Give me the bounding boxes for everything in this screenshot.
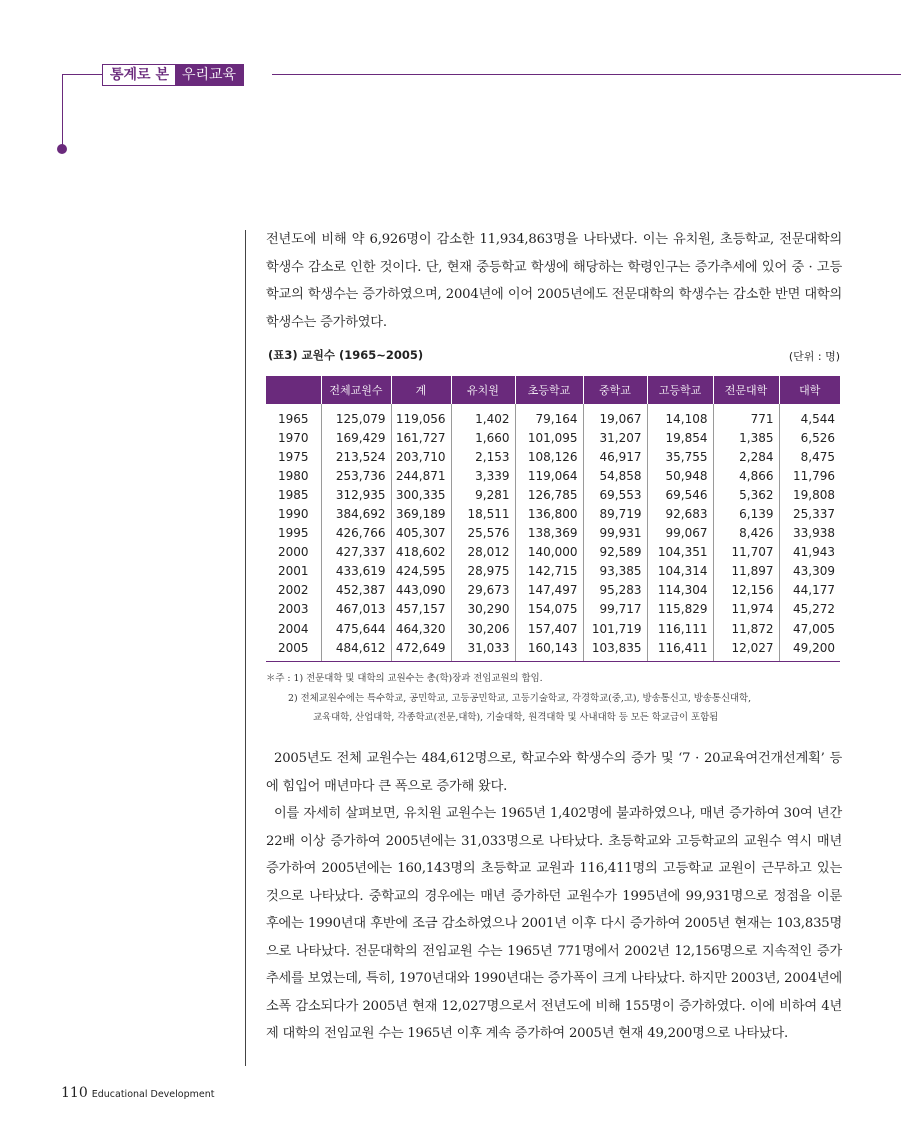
- value-cell: 8,426: [713, 524, 779, 543]
- table-caption: (표3) 교원수 (1965~2005): [268, 348, 424, 362]
- header-rule-vertical: [62, 74, 63, 150]
- table-header-row: [266, 376, 840, 404]
- value-cell: 19,808: [779, 485, 840, 504]
- year-cell: 2004: [277, 621, 309, 636]
- value-cell: 44,177: [779, 581, 840, 600]
- value-cell: 11,796: [779, 466, 840, 485]
- value-cell: 169,429: [321, 428, 391, 447]
- value-cell: 54,858: [583, 466, 647, 485]
- value-cell: 427,337: [321, 543, 391, 562]
- table-row: [266, 600, 840, 619]
- table-row: [266, 619, 840, 638]
- value-cell: 103,835: [583, 638, 647, 661]
- table-row: [266, 543, 840, 562]
- value-cell: 30,206: [451, 619, 515, 638]
- value-cell: 104,314: [647, 562, 713, 581]
- value-cell: 11,872: [713, 619, 779, 638]
- value-cell: 99,067: [647, 524, 713, 543]
- value-cell: 8,475: [779, 447, 840, 466]
- value-cell: 475,644: [321, 619, 391, 638]
- value-cell: 253,736: [321, 466, 391, 485]
- value-cell: 140,000: [515, 543, 583, 562]
- value-cell: 433,619: [321, 562, 391, 581]
- value-cell: 300,335: [391, 485, 451, 504]
- year-cell: 1975: [277, 449, 309, 464]
- table-header-cell: 전체교원수: [321, 376, 391, 404]
- year-cell: 2005: [277, 640, 309, 655]
- value-cell: 19,067: [583, 404, 647, 428]
- value-cell: 47,005: [779, 619, 840, 638]
- value-cell: 147,497: [515, 581, 583, 600]
- year-cell: 1965: [277, 411, 309, 426]
- value-cell: 101,095: [515, 428, 583, 447]
- value-cell: 472,649: [391, 638, 451, 661]
- value-cell: 11,897: [713, 562, 779, 581]
- value-cell: 28,012: [451, 543, 515, 562]
- value-cell: 99,717: [583, 600, 647, 619]
- value-cell: 119,056: [391, 404, 451, 428]
- value-cell: 138,369: [515, 524, 583, 543]
- value-cell: 9,281: [451, 485, 515, 504]
- value-cell: 50,948: [647, 466, 713, 485]
- value-cell: 160,143: [515, 638, 583, 661]
- page-footer: [61, 1085, 214, 1101]
- value-cell: 467,013: [321, 600, 391, 619]
- paragraph-total: 2005년도 전체 교원수는 484,612명으로, 학교수와 학생수의 증가 및 ‘7 · 20교육여건개선계획’ 등에 힘입어 매년마다 큰 폭으로 증가해 왔다.: [266, 751, 842, 794]
- table-row: [266, 524, 840, 543]
- value-cell: 35,755: [647, 447, 713, 466]
- value-cell: 119,064: [515, 466, 583, 485]
- value-cell: 46,917: [583, 447, 647, 466]
- value-cell: 452,387: [321, 581, 391, 600]
- value-cell: 161,727: [391, 428, 451, 447]
- value-cell: 99,931: [583, 524, 647, 543]
- year-cell: 2002: [277, 583, 309, 598]
- section-label-part2: 우리교육: [175, 65, 243, 85]
- value-cell: 6,139: [713, 504, 779, 523]
- value-cell: 116,411: [647, 638, 713, 661]
- value-cell: 125,079: [321, 404, 391, 428]
- table-row: [266, 404, 840, 428]
- year-cell: 1995: [277, 526, 309, 541]
- table-row: [266, 638, 840, 661]
- year-cell: 2001: [277, 564, 309, 579]
- note-2: 2) 전체교원수에는 특수학교, 공민학교, 고등공민학교, 고등기술학교, 각경학교(중,고), 방송통신고, 방송통신대학,: [288, 692, 752, 704]
- value-cell: 116,111: [647, 619, 713, 638]
- value-cell: 104,351: [647, 543, 713, 562]
- header-rule-right: [272, 74, 901, 75]
- table-row: [266, 581, 840, 600]
- value-cell: 93,385: [583, 562, 647, 581]
- value-cell: 136,800: [515, 504, 583, 523]
- table-body: [266, 404, 840, 661]
- value-cell: 3,339: [451, 466, 515, 485]
- value-cell: 4,544: [779, 404, 840, 428]
- value-cell: 244,871: [391, 466, 451, 485]
- value-cell: 11,707: [713, 543, 779, 562]
- table-header-cell: 중학교: [583, 376, 647, 404]
- table-header-cell: 대학: [779, 376, 840, 404]
- value-cell: 154,075: [515, 600, 583, 619]
- value-cell: 1,660: [451, 428, 515, 447]
- value-cell: 369,189: [391, 504, 451, 523]
- value-cell: 49,200: [779, 638, 840, 661]
- value-cell: 11,974: [713, 600, 779, 619]
- value-cell: 2,153: [451, 447, 515, 466]
- note-2-cont: 교육대학, 산업대학, 각종학교(전문,대학), 기술대학, 원격대학 및 사내대학 등 모든 학교급이 포함됨: [313, 712, 719, 723]
- value-cell: 114,304: [647, 581, 713, 600]
- value-cell: 424,595: [391, 562, 451, 581]
- value-cell: 69,546: [647, 485, 713, 504]
- value-cell: 1,402: [451, 404, 515, 428]
- value-cell: 28,975: [451, 562, 515, 581]
- value-cell: 29,673: [451, 581, 515, 600]
- value-cell: 771: [713, 404, 779, 428]
- value-cell: 213,524: [321, 447, 391, 466]
- section-label: [102, 64, 244, 86]
- year-cell: 1970: [277, 430, 309, 445]
- value-cell: 157,407: [515, 619, 583, 638]
- value-cell: 18,511: [451, 504, 515, 523]
- page-number: 110: [61, 1085, 88, 1101]
- value-cell: 115,829: [647, 600, 713, 619]
- year-cell: 1990: [277, 507, 309, 522]
- table-row: [266, 447, 840, 466]
- value-cell: 31,033: [451, 638, 515, 661]
- value-cell: 12,027: [713, 638, 779, 661]
- value-cell: 95,283: [583, 581, 647, 600]
- year-cell: 2003: [277, 602, 309, 617]
- table-notes: [266, 669, 866, 728]
- value-cell: 464,320: [391, 619, 451, 638]
- value-cell: 19,854: [647, 428, 713, 447]
- header-rule-left: [62, 74, 102, 75]
- value-cell: 69,553: [583, 485, 647, 504]
- table-unit: (단위 : 명): [788, 350, 840, 363]
- value-cell: 33,938: [779, 524, 840, 543]
- table-bottom-rule: [266, 661, 840, 662]
- column-bar: [245, 230, 246, 1066]
- value-cell: 457,157: [391, 600, 451, 619]
- value-cell: 25,337: [779, 504, 840, 523]
- table-header-cell: 유치원: [451, 376, 515, 404]
- value-cell: 79,164: [515, 404, 583, 428]
- value-cell: 45,272: [779, 600, 840, 619]
- table-row: [266, 428, 840, 447]
- year-cell: 1980: [277, 468, 309, 483]
- table-header-cell: 초등학교: [515, 376, 583, 404]
- value-cell: 108,126: [515, 447, 583, 466]
- value-cell: 418,602: [391, 543, 451, 562]
- table-header-cell: [266, 376, 321, 404]
- table-row: [266, 466, 840, 485]
- value-cell: 312,935: [321, 485, 391, 504]
- value-cell: 443,090: [391, 581, 451, 600]
- value-cell: 6,526: [779, 428, 840, 447]
- paragraph-detail: 이를 자세히 살펴보면, 유치원 교원수는 1965년 1,402명에 불과하였으나, 매년 증가하여 30여 년간 22배 이상 증가하여 2005년에는 31,033명으로 나타났다. 초등학교와 고등학교의 교원수 역시 매년 증가하여 2005년에는 160,143명의 초등학교 교원과 116,411명의 고등학교 교원이 근무하고 있는 것으로 나타났다. 중학교의 경우에는 매년 증가하던 교원수가 1995년에 99,931명으로 정점을 이룬 후에는 1990년대 후반에 조금 감소하였으나 2001년 이후 다시 증가하여 2005년 현재는 103,835명으로 나타났다. 전문대학의 전임교원 수는 1965년 771명에서 2002년 12,156명으로 지속적인 증가 추세를 보였는데, 특히, 1970년대와 1990년대는 증가폭이 크게 나타났다. 하지만 2003년, 2004년에 소폭 감소되다가 2005년 현재 12,027명으로서 전년도에 비해 155명이 증가하였다. 이에 비하여 4년제 대학의 전임교원 수는 1965년 이후 계속 증가하여 2005년 현재 49,200명으로 나타났다.: [266, 806, 842, 1041]
- value-cell: 14,108: [647, 404, 713, 428]
- table-header-cell: 계: [391, 376, 451, 404]
- value-cell: 4,866: [713, 466, 779, 485]
- value-cell: 30,290: [451, 600, 515, 619]
- value-cell: 89,719: [583, 504, 647, 523]
- table-row: [266, 485, 840, 504]
- table-row: [266, 504, 840, 523]
- header-dot: [57, 144, 67, 154]
- table-header-cell: 전문대학: [713, 376, 779, 404]
- value-cell: 126,785: [515, 485, 583, 504]
- year-cell: 2000: [277, 545, 309, 560]
- teacher-count-table: [266, 376, 840, 661]
- table-header-cell: 고등학교: [647, 376, 713, 404]
- value-cell: 41,943: [779, 543, 840, 562]
- value-cell: 484,612: [321, 638, 391, 661]
- value-cell: 31,207: [583, 428, 647, 447]
- year-cell: 1985: [277, 487, 309, 502]
- value-cell: 12,156: [713, 581, 779, 600]
- value-cell: 43,309: [779, 562, 840, 581]
- table-row: [266, 562, 840, 581]
- value-cell: 92,589: [583, 543, 647, 562]
- value-cell: 1,385: [713, 428, 779, 447]
- section-label-part1: 통계로 본: [103, 65, 175, 85]
- value-cell: 25,576: [451, 524, 515, 543]
- value-cell: 92,683: [647, 504, 713, 523]
- value-cell: 101,719: [583, 619, 647, 638]
- value-cell: 405,307: [391, 524, 451, 543]
- value-cell: 5,362: [713, 485, 779, 504]
- value-cell: 384,692: [321, 504, 391, 523]
- value-cell: 426,766: [321, 524, 391, 543]
- value-cell: 203,710: [391, 447, 451, 466]
- value-cell: 142,715: [515, 562, 583, 581]
- publication-title: Educational Development: [91, 1089, 215, 1100]
- value-cell: 2,284: [713, 447, 779, 466]
- paragraph-intro: 전년도에 비해 약 6,926명이 감소한 11,934,863명을 나타냈다. 이는 유치원, 초등학교, 전문대학의 학생수 감소로 인한 것이다. 단, 현재 중등학교 학생에 해당하는 학령인구는 증가추세에 있어 중 · 고등학교의 학생수는 증가하였으며, 2004년에 이어 2005년에도 전문대학의 학생수는 감소한 반면 대학의 학생수는 증가하였다.: [266, 232, 842, 330]
- note-1: ＊주 : 1) 전문대학 및 대학의 교원수는 총(학)장과 전임교원의 합임.: [266, 673, 543, 684]
